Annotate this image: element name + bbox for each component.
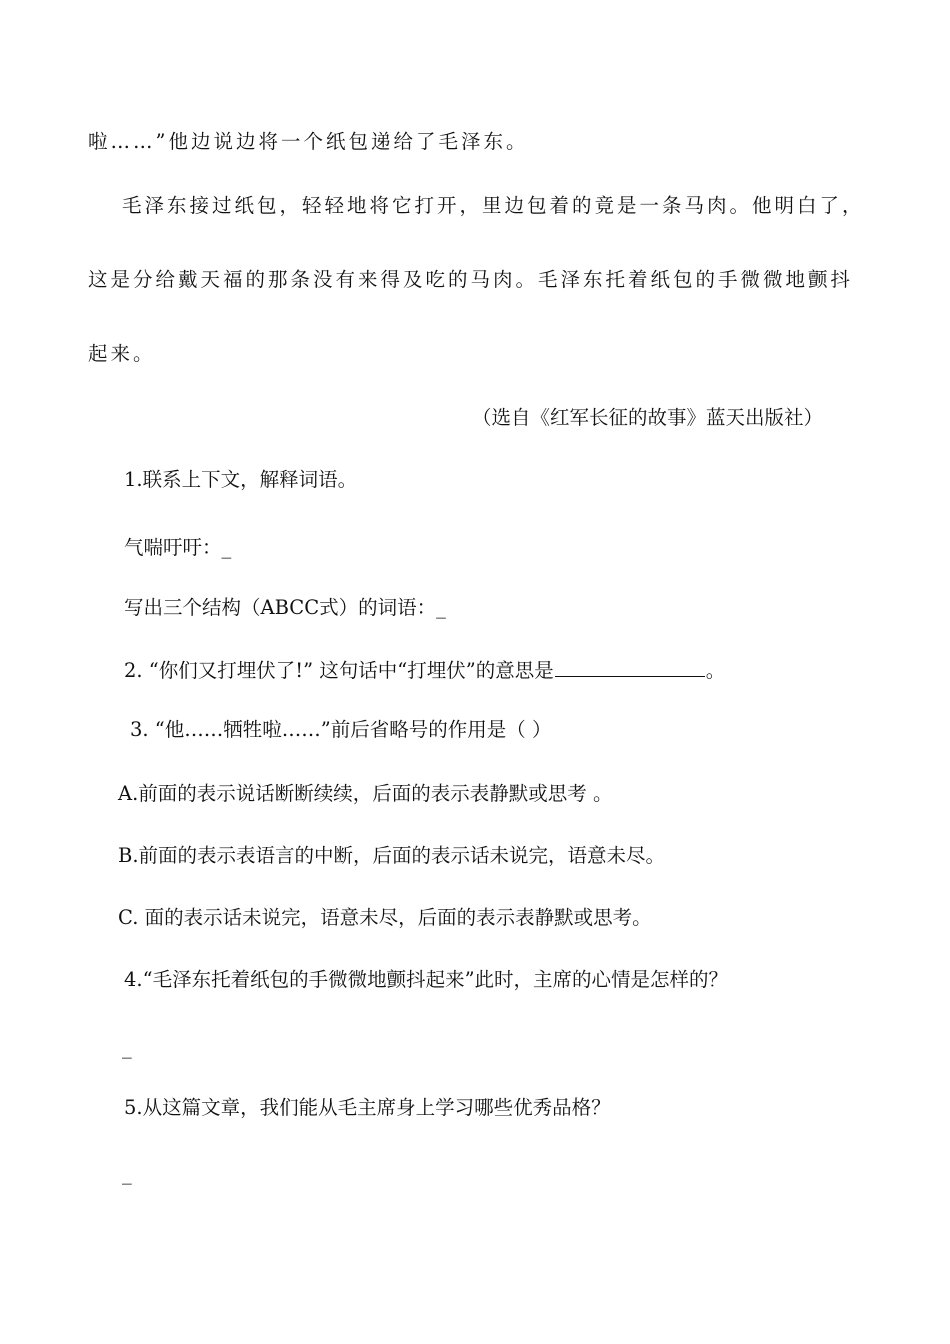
story-paragraph-2-line-1: 毛泽东接过纸包，轻轻地将它打开，里边包着的竟是一条马肉。他明白了， bbox=[122, 194, 865, 217]
question-5-title: 5.从这篇文章，我们能从毛主席身上学习哪些优秀品格？ bbox=[124, 1096, 611, 1119]
story-paragraph-2-line-2: 这是分给戴天福的那条没有来得及吃的马肉。毛泽东托着纸包的手微微地颤抖 bbox=[88, 268, 854, 291]
question-2-end: 。 bbox=[705, 659, 726, 682]
story-paragraph-1: 啦……”他边说边将一个纸包递给了毛泽东。 bbox=[88, 130, 529, 153]
question-3-option-a: A.前面的表示说话断断续续，后面的表示表静默或思考 。 bbox=[118, 782, 613, 805]
question-5-answer-blank[interactable]: _ bbox=[122, 1162, 132, 1185]
question-3-option-c: C. 面的表示话未说完，语意未尽，后面的表示表静默或思考。 bbox=[118, 906, 652, 929]
question-3-option-b: B.前面的表示表语言的中断，后面的表示话未说完，语意未尽。 bbox=[118, 844, 666, 867]
question-3-title: 3. “他……牺牲啦……”前后省略号的作用是（ ） bbox=[130, 718, 552, 741]
question-1-item-a: 气喘吁吁：_ bbox=[124, 536, 232, 559]
question-1-item-b: 写出三个结构（ABCC式）的词语：_ bbox=[124, 596, 446, 619]
question-2-text: 2. “你们又打埋伏了!” 这句话中“打埋伏”的意思是 bbox=[124, 659, 554, 682]
story-source: （选自《红军长征的故事》蓝天出版社） bbox=[472, 406, 824, 429]
question-4-answer-blank[interactable]: _ bbox=[122, 1036, 132, 1059]
question-2 bbox=[124, 656, 725, 685]
answer-blank[interactable] bbox=[555, 656, 705, 677]
story-paragraph-2-line-3: 起来。 bbox=[88, 342, 156, 365]
question-1-title: 1.联系上下文，解释词语。 bbox=[124, 468, 358, 491]
question-4-title: 4.“毛泽东托着纸包的手微微地颤抖起来”此时，主席的心情是怎样的？ bbox=[124, 968, 729, 991]
